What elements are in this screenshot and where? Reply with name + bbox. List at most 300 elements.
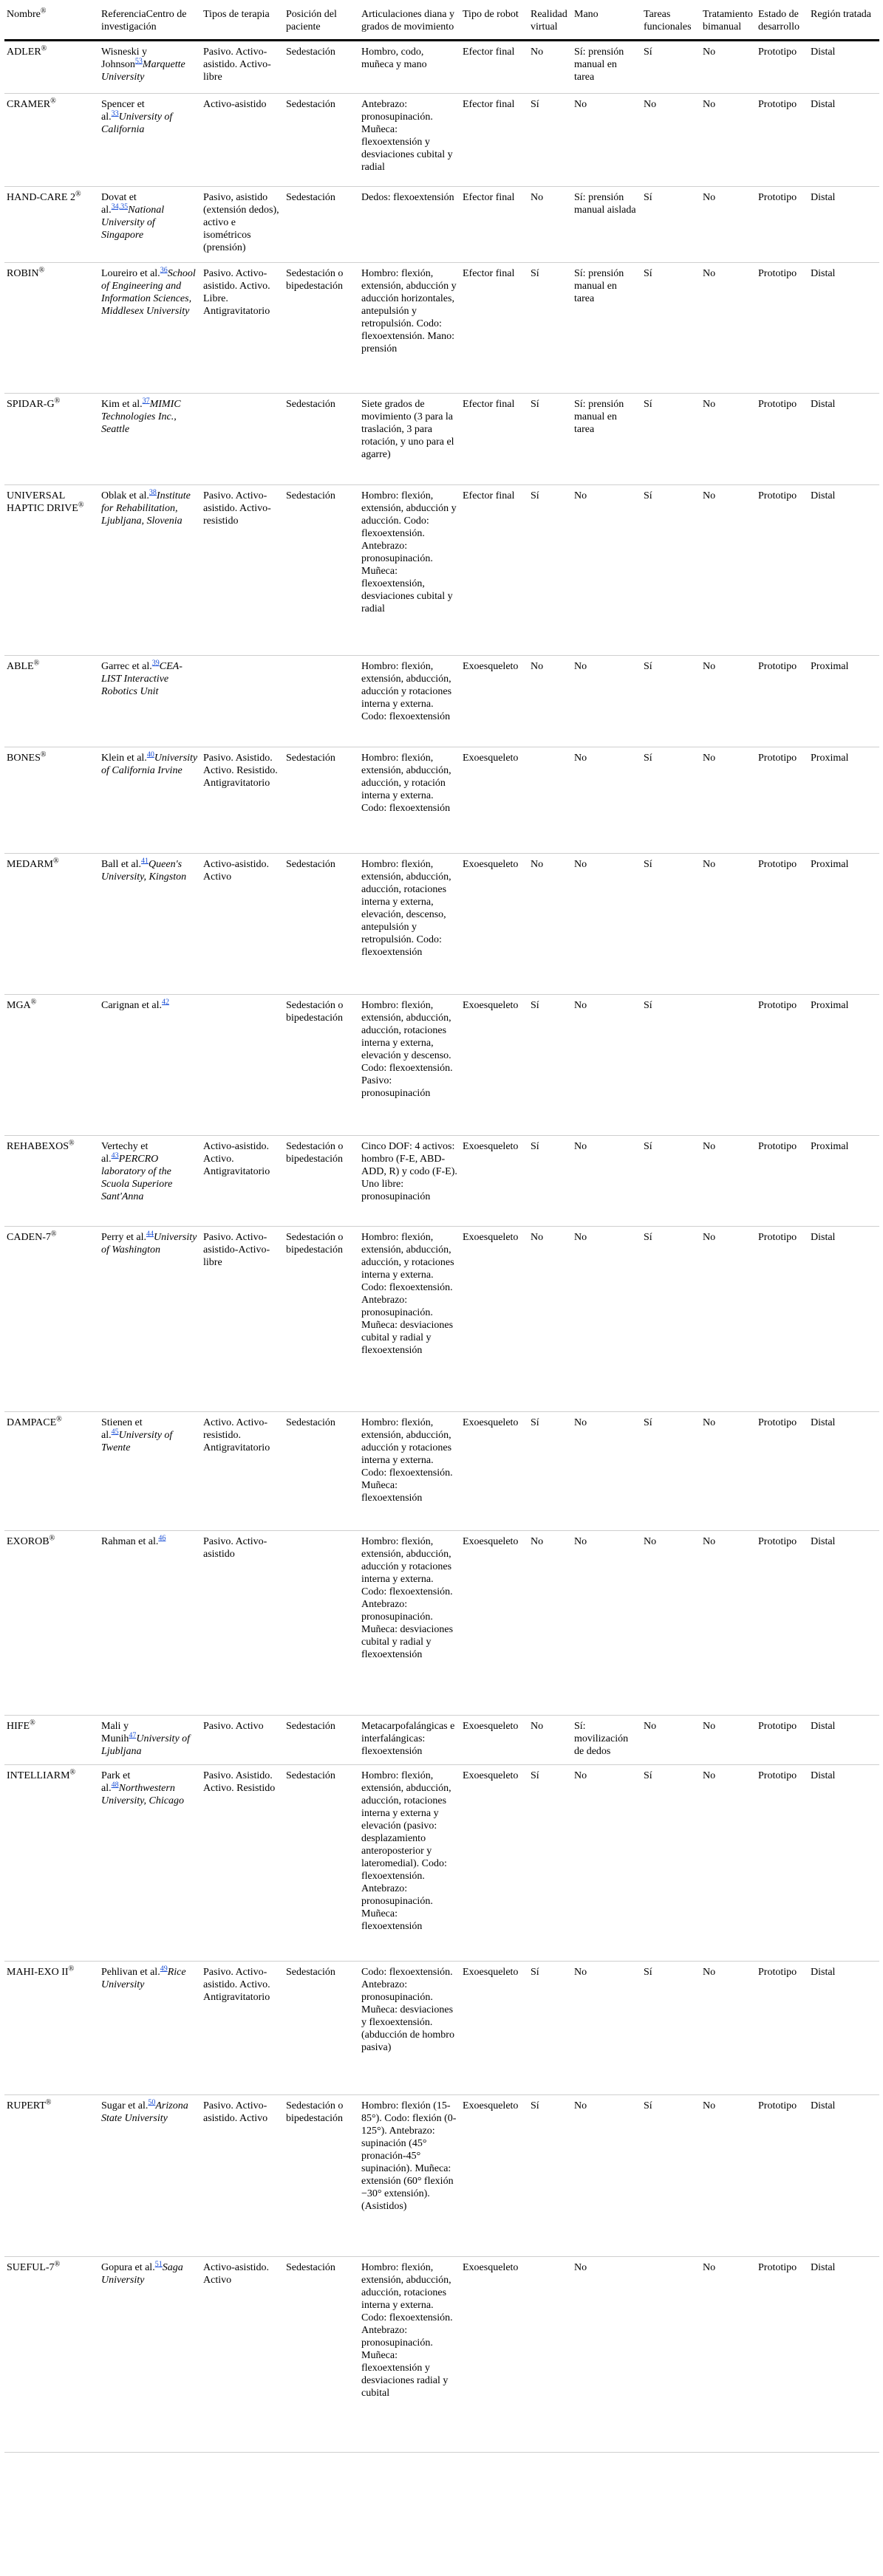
cell-bimanual: No	[700, 747, 756, 854]
cell-functional-tasks: Sí	[641, 263, 700, 394]
research-center: National University of Singapore	[101, 205, 165, 241]
research-center: MIMIC Technologies Inc., Seattle	[101, 399, 181, 435]
header-realidad-virtual: Realidad virtual	[528, 5, 572, 41]
research-center: PERCRO laboratory of the Scuola Superiore Sant'Anna	[101, 1154, 173, 1202]
cell-functional-tasks: Sí	[641, 747, 700, 854]
cell-therapy: Pasivo. Activo-asistido. Activo. Libre. Antigravitatorio	[201, 263, 284, 394]
cell-hand: Sí: prensión manual en tarea	[572, 263, 641, 394]
cell-hand: Sí: movilización de dedos	[572, 1716, 641, 1765]
cell-joints: Dedos: flexoextensión	[359, 187, 460, 263]
cell-functional-tasks: Sí	[641, 41, 700, 94]
cell-robot-type: Efector final	[460, 263, 528, 394]
cell-robot-type: Efector final	[460, 187, 528, 263]
cell-name: EXOROB®	[4, 1531, 99, 1716]
cell-reference-center	[99, 394, 201, 485]
cell-bimanual: No	[700, 656, 756, 747]
reference-link[interactable]: 36	[160, 266, 168, 275]
cell-development-state: Prototipo	[756, 1765, 808, 1962]
cell-joints: Antebrazo: pronosupinación. Muñeca: flexoextensión y desviaciones cubital y radial	[359, 94, 460, 187]
cell-position: Sedestación	[284, 1412, 359, 1531]
cell-functional-tasks: Sí	[641, 854, 700, 995]
cell-joints: Siete grados de movimiento (3 para la traslación, 3 para rotación, y uno para el agarre)	[359, 394, 460, 485]
cell-position: Sedestación	[284, 1962, 359, 2095]
cell-development-state: Prototipo	[756, 747, 808, 854]
cell-functional-tasks: Sí	[641, 995, 700, 1136]
cell-virtual-reality: No	[528, 656, 572, 747]
cell-name: DAMPACE®	[4, 1412, 99, 1531]
reference-authors: Park et al.	[101, 1770, 131, 1794]
cell-virtual-reality: Sí	[528, 995, 572, 1136]
cell-robot-type: Exoesqueleto	[460, 747, 528, 854]
cell-name: CADEN-7®	[4, 1227, 99, 1412]
cell-hand: No	[572, 1962, 641, 2095]
cell-reference-center	[99, 485, 201, 656]
reference-authors: Spencer et al.	[101, 99, 145, 123]
cell-functional-tasks: No	[641, 1716, 700, 1765]
research-center: University of Washington	[101, 1232, 197, 1256]
reference-authors: Pehlivan et al.	[101, 1967, 160, 1978]
cell-bimanual: No	[700, 1716, 756, 1765]
cell-bimanual: No	[700, 187, 756, 263]
reference-link[interactable]: 38	[149, 488, 157, 497]
header-referencia-centro: ReferenciaCentro de investigación	[99, 5, 201, 41]
cell-development-state: Prototipo	[756, 1531, 808, 1716]
cell-therapy: Activo-asistido. Activo	[201, 854, 284, 995]
cell-name: ADLER®	[4, 41, 99, 94]
reference-link[interactable]: 33	[111, 109, 119, 118]
cell-region: Distal	[808, 263, 879, 394]
cell-hand: No	[572, 2257, 641, 2453]
reference-link[interactable]: 43	[111, 1151, 119, 1160]
table-header-row	[4, 5, 879, 41]
research-center: Rice University	[101, 1967, 186, 1990]
cell-joints: Hombro: flexión, extensión, abducción, aducción y rotaciones interna y externa. Codo: flexoextensión	[359, 656, 460, 747]
cell-therapy	[201, 995, 284, 1136]
cell-functional-tasks: Sí	[641, 2095, 700, 2257]
cell-reference-center	[99, 1765, 201, 1962]
cell-functional-tasks: Sí	[641, 394, 700, 485]
reference-authors: Carignan et al.	[101, 1000, 163, 1011]
cell-reference-center	[99, 94, 201, 187]
cell-therapy: Pasivo. Activo-asistido-Activo-libre	[201, 1227, 284, 1412]
reference-authors: Klein et al.	[101, 753, 147, 764]
cell-virtual-reality	[528, 747, 572, 854]
cell-position: Sedestación	[284, 2257, 359, 2453]
reference-link[interactable]: 42	[162, 998, 170, 1007]
cell-joints: Hombro, codo, muñeca y mano	[359, 41, 460, 94]
header-mano: Mano	[572, 5, 641, 41]
cell-therapy: Pasivo. Activo-asistido. Activo. Antigravitatorio	[201, 1962, 284, 2095]
table-row	[4, 2257, 879, 2453]
cell-virtual-reality: Sí	[528, 1962, 572, 2095]
research-center: Marquette University	[101, 59, 185, 83]
cell-functional-tasks: Sí	[641, 1962, 700, 2095]
cell-reference-center	[99, 1412, 201, 1531]
cell-robot-type: Exoesqueleto	[460, 2095, 528, 2257]
cell-therapy	[201, 656, 284, 747]
reference-link[interactable]: 48	[111, 1781, 119, 1789]
cell-position: Sedestación o bipedestación	[284, 1136, 359, 1227]
table-row	[4, 94, 879, 187]
table-row	[4, 656, 879, 747]
research-center: University of Ljubljana	[101, 1733, 191, 1757]
cell-therapy: Pasivo. Activo	[201, 1716, 284, 1765]
cell-virtual-reality: No	[528, 41, 572, 94]
cell-reference-center	[99, 995, 201, 1136]
cell-robot-type: Exoesqueleto	[460, 1136, 528, 1227]
cell-robot-type: Efector final	[460, 41, 528, 94]
cell-robot-type: Exoesqueleto	[460, 995, 528, 1136]
reference-link[interactable]: 46	[158, 1534, 166, 1543]
reference-authors: Dovat et al.	[101, 192, 137, 216]
cell-robot-type: Exoesqueleto	[460, 1531, 528, 1716]
cell-reference-center	[99, 2257, 201, 2453]
cell-hand: No	[572, 656, 641, 747]
reference-link[interactable]: 53	[134, 57, 143, 66]
table-row	[4, 1716, 879, 1765]
cell-joints: Cinco DOF: 4 activos: hombro (F-E, ABD-ADD, R) y codo (F-E). Uno libre: pronosupinación	[359, 1136, 460, 1227]
reference-link[interactable]: 50	[148, 2098, 156, 2107]
table-row	[4, 394, 879, 485]
reference-link[interactable]: 51	[154, 2260, 163, 2269]
cell-bimanual: No	[700, 2095, 756, 2257]
cell-development-state: Prototipo	[756, 2095, 808, 2257]
cell-bimanual: No	[700, 1227, 756, 1412]
cell-position	[284, 1531, 359, 1716]
cell-bimanual: No	[700, 394, 756, 485]
cell-bimanual: No	[700, 1765, 756, 1962]
cell-position: Sedestación	[284, 1716, 359, 1765]
cell-hand: No	[572, 1227, 641, 1412]
cell-robot-type: Exoesqueleto	[460, 1412, 528, 1531]
cell-therapy	[201, 394, 284, 485]
cell-region: Distal	[808, 394, 879, 485]
cell-functional-tasks: Sí	[641, 1765, 700, 1962]
cell-name: UNIVERSAL HAPTIC DRIVE®	[4, 485, 99, 656]
cell-position: Sedestación	[284, 485, 359, 656]
cell-functional-tasks: Sí	[641, 1227, 700, 1412]
cell-position: Sedestación	[284, 1765, 359, 1962]
cell-robot-type: Exoesqueleto	[460, 1962, 528, 2095]
cell-region: Proximal	[808, 656, 879, 747]
cell-name: HAND-CARE 2®	[4, 187, 99, 263]
cell-hand: No	[572, 1531, 641, 1716]
cell-development-state: Prototipo	[756, 1412, 808, 1531]
reference-authors: Oblak et al.	[101, 490, 149, 501]
cell-hand: No	[572, 1765, 641, 1962]
cell-name: SUEFUL-7®	[4, 2257, 99, 2453]
cell-region: Distal	[808, 187, 879, 263]
reference-link[interactable]: 47	[129, 1731, 137, 1740]
cell-reference-center	[99, 187, 201, 263]
cell-hand: No	[572, 2095, 641, 2257]
cell-name: CRAMER®	[4, 94, 99, 187]
header-tipos-terapia: Tipos de terapia	[201, 5, 284, 41]
table-row	[4, 2095, 879, 2257]
research-center: CEA-LIST Interactive Robotics Unit	[101, 661, 183, 697]
cell-position: Sedestación o bipedestación	[284, 1227, 359, 1412]
cell-development-state: Prototipo	[756, 485, 808, 656]
cell-joints: Hombro: flexión, extensión, abducción, aducción, rotaciones interna y externa. Codo: flexoextensión. Antebrazo: pronosupinación. Muñeca: flexoextensión y desviaciones radial y cubital	[359, 2257, 460, 2453]
header-posicion: Posición del paciente	[284, 5, 359, 41]
header-nombre: Nombre®	[4, 5, 99, 41]
cell-virtual-reality: No	[528, 854, 572, 995]
cell-name: MGA®	[4, 995, 99, 1136]
cell-hand: No	[572, 1136, 641, 1227]
cell-joints: Hombro: flexión, extensión, abducción, aducción y rotaciones interna y externa. Codo: flexoextensión. Antebrazo: pronosupinación. Muñeca: desviaciones cubital y radial y flexoextensión	[359, 1531, 460, 1716]
cell-hand: Sí: prensión manual aislada	[572, 187, 641, 263]
cell-hand: Sí: prensión manual en tarea	[572, 41, 641, 94]
cell-joints: Hombro: flexión, extensión, abducción, aducción, rotaciones interna y externa, elevación, descenso, antepulsión y retropulsión. Codo: flexoextensión	[359, 854, 460, 995]
cell-robot-type: Exoesqueleto	[460, 1765, 528, 1962]
cell-name: ABLE®	[4, 656, 99, 747]
cell-bimanual: No	[700, 1531, 756, 1716]
cell-position	[284, 656, 359, 747]
cell-position: Sedestación	[284, 854, 359, 995]
cell-region: Distal	[808, 1716, 879, 1765]
robots-table-container	[4, 5, 879, 2453]
cell-development-state: Prototipo	[756, 1962, 808, 2095]
reference-link[interactable]: 45	[111, 1428, 119, 1436]
cell-bimanual: No	[700, 1962, 756, 2095]
table-row	[4, 41, 879, 94]
table-row	[4, 1531, 879, 1716]
cell-therapy: Pasivo. Activo-asistido. Activo-libre	[201, 41, 284, 94]
cell-robot-type: Efector final	[460, 94, 528, 187]
table-row	[4, 485, 879, 656]
cell-functional-tasks: Sí	[641, 1136, 700, 1227]
reference-authors: Wisneski y Johnson	[101, 47, 148, 70]
cell-region: Distal	[808, 41, 879, 94]
cell-virtual-reality: Sí	[528, 394, 572, 485]
research-center: Queen's University, Kingston	[101, 859, 187, 883]
research-center: Northwestern University, Chicago	[101, 1783, 184, 1806]
cell-joints: Hombro: flexión, extensión, abducción, aducción, rotaciones interna y externa y elevación (pasivo: desplazamiento anteroposterior y lateromedial). Codo: flexoextensión. Antebrazo: pronosupinación. Muñeca: flexoextensión	[359, 1765, 460, 1962]
robots-table	[4, 5, 879, 2453]
cell-reference-center	[99, 2095, 201, 2257]
cell-virtual-reality: No	[528, 1227, 572, 1412]
table-row	[4, 854, 879, 995]
cell-robot-type: Exoesqueleto	[460, 656, 528, 747]
cell-therapy: Activo-asistido. Activo	[201, 2257, 284, 2453]
cell-virtual-reality: No	[528, 187, 572, 263]
research-center: School of Engineering and Information Sciences, Middlesex University	[101, 268, 196, 317]
cell-virtual-reality: Sí	[528, 263, 572, 394]
cell-virtual-reality: Sí	[528, 1412, 572, 1531]
header-estado: Estado de desarrollo	[756, 5, 808, 41]
cell-joints: Hombro: flexión, extensión, abducción y aducción. Codo: flexoextensión. Antebrazo: pronosupinación. Muñeca: flexoextensión, desviaciones cubital y radial	[359, 485, 460, 656]
cell-development-state: Prototipo	[756, 94, 808, 187]
cell-virtual-reality	[528, 2257, 572, 2453]
cell-bimanual: No	[700, 2257, 756, 2453]
reference-authors: Vertechy et al.	[101, 1141, 149, 1165]
cell-functional-tasks	[641, 2257, 700, 2453]
cell-functional-tasks: Sí	[641, 187, 700, 263]
cell-joints: Hombro: flexión, extensión, abducción, aducción, y rotaciones interna y externa. Codo: flexoextensión. Antebrazo: pronosupinación. Muñeca: desviaciones cubital y radial y flexoextensión	[359, 1227, 460, 1412]
cell-functional-tasks: Sí	[641, 656, 700, 747]
table-row	[4, 995, 879, 1136]
cell-position: Sedestación o bipedestación	[284, 263, 359, 394]
cell-bimanual: No	[700, 854, 756, 995]
cell-development-state: Prototipo	[756, 995, 808, 1136]
cell-joints: Codo: flexoextensión. Antebrazo: pronosupinación. Muñeca: desviaciones y flexoextensión. (abducción de hombro pasiva)	[359, 1962, 460, 2095]
cell-development-state: Prototipo	[756, 41, 808, 94]
reference-authors: Kim et al.	[101, 399, 143, 410]
cell-position: Sedestación	[284, 394, 359, 485]
cell-reference-center	[99, 1716, 201, 1765]
cell-bimanual: No	[700, 1136, 756, 1227]
header-articulaciones: Articulaciones diana y grados de movimiento	[359, 5, 460, 41]
cell-joints: Hombro: flexión (15-85°). Codo: flexión (0-125°). Antebrazo: supinación (45° pronación-45° supinación). Muñeca: extensión (60° flexión −30° extensión). (Asistidos)	[359, 2095, 460, 2257]
cell-hand: Sí: prensión manual en tarea	[572, 394, 641, 485]
cell-region: Distal	[808, 1962, 879, 2095]
cell-development-state: Prototipo	[756, 394, 808, 485]
reference-authors: Perry et al.	[101, 1232, 147, 1243]
cell-bimanual: No	[700, 41, 756, 94]
cell-name: SPIDAR-G®	[4, 394, 99, 485]
cell-development-state: Prototipo	[756, 1136, 808, 1227]
cell-bimanual	[700, 995, 756, 1136]
reference-authors: Rahman et al.	[101, 1536, 159, 1547]
cell-virtual-reality: Sí	[528, 2095, 572, 2257]
cell-hand: No	[572, 747, 641, 854]
cell-bimanual: No	[700, 485, 756, 656]
cell-development-state: Prototipo	[756, 656, 808, 747]
cell-name: ROBIN®	[4, 263, 99, 394]
cell-virtual-reality: Sí	[528, 485, 572, 656]
table-row	[4, 1136, 879, 1227]
cell-virtual-reality: Sí	[528, 1765, 572, 1962]
cell-name: INTELLIARM®	[4, 1765, 99, 1962]
cell-region: Distal	[808, 485, 879, 656]
cell-reference-center	[99, 41, 201, 94]
cell-reference-center	[99, 1136, 201, 1227]
cell-robot-type: Exoesqueleto	[460, 1227, 528, 1412]
reference-link[interactable]: 49	[160, 1964, 168, 1973]
cell-robot-type: Exoesqueleto	[460, 854, 528, 995]
cell-bimanual: No	[700, 1412, 756, 1531]
cell-region: Proximal	[808, 995, 879, 1136]
cell-position: Sedestación o bipedestación	[284, 995, 359, 1136]
cell-therapy: Pasivo. Activo-asistido. Activo-resistido	[201, 485, 284, 656]
header-tareas: Tareas funcionales	[641, 5, 700, 41]
reference-link[interactable]: 44	[146, 1230, 154, 1239]
cell-name: BONES®	[4, 747, 99, 854]
cell-therapy: Activo-asistido. Activo. Antigravitatorio	[201, 1136, 284, 1227]
cell-name: MEDARM®	[4, 854, 99, 995]
cell-virtual-reality: No	[528, 1531, 572, 1716]
reference-link[interactable]: 40	[146, 750, 154, 759]
research-center: Arizona State University	[101, 2100, 188, 2124]
header-region: Región tratada	[808, 5, 879, 41]
cell-therapy: Pasivo. Asistido. Activo. Resistido	[201, 1765, 284, 1962]
cell-joints: Metacarpofalángicas e interfalángicas: flexoextensión	[359, 1716, 460, 1765]
cell-reference-center	[99, 747, 201, 854]
cell-position: Sedestación	[284, 747, 359, 854]
cell-therapy: Pasivo. Activo-asistido. Activo	[201, 2095, 284, 2257]
table-row	[4, 187, 879, 263]
research-center: Saga University	[101, 2262, 183, 2286]
research-center: University of California	[101, 112, 173, 135]
header-tipo-robot: Tipo de robot	[460, 5, 528, 41]
cell-therapy: Pasivo. Asistido. Activo. Resistido. Antigravitatorio	[201, 747, 284, 854]
reference-link[interactable]: 41	[141, 857, 149, 866]
cell-joints: Hombro: flexión, extensión, abducción y aducción horizontales, antepulsión y retropulsión. Codo: flexoextensión. Mano: prensión	[359, 263, 460, 394]
header-bimanual: Tratamiento bimanual	[700, 5, 756, 41]
cell-joints: Hombro: flexión, extensión, abducción, aducción, rotaciones interna y externa, elevación y descenso. Codo: flexoextensión. Pasivo: pronosupinación	[359, 995, 460, 1136]
cell-region: Distal	[808, 1531, 879, 1716]
cell-therapy: Activo. Activo-resistido. Antigravitatorio	[201, 1412, 284, 1531]
reference-authors: Sugar et al.	[101, 2100, 149, 2111]
cell-development-state: Prototipo	[756, 263, 808, 394]
reference-authors: Stienen et al.	[101, 1417, 143, 1441]
research-center: University of Twente	[101, 1430, 173, 1453]
cell-development-state: Prototipo	[756, 1716, 808, 1765]
cell-reference-center	[99, 1531, 201, 1716]
reference-link[interactable]: 39	[151, 659, 160, 668]
reference-authors: Ball et al.	[101, 859, 142, 870]
cell-position: Sedestación	[284, 41, 359, 94]
cell-region: Distal	[808, 1227, 879, 1412]
cell-robot-type: Exoesqueleto	[460, 2257, 528, 2453]
cell-virtual-reality: Sí	[528, 1136, 572, 1227]
cell-virtual-reality: Sí	[528, 94, 572, 187]
cell-region: Proximal	[808, 747, 879, 854]
reference-authors: Loureiro et al.	[101, 268, 160, 279]
cell-joints: Hombro: flexión, extensión, abducción, aducción y rotaciones interna y externa. Codo: flexoextensión. Muñeca: flexoextensión	[359, 1412, 460, 1531]
table-row	[4, 1412, 879, 1531]
cell-joints: Hombro: flexión, extensión, abducción, aducción, y rotación interna y externa. Codo: flexoextensión	[359, 747, 460, 854]
cell-development-state: Prototipo	[756, 1227, 808, 1412]
cell-reference-center	[99, 656, 201, 747]
cell-name: HIFE®	[4, 1716, 99, 1765]
cell-position: Sedestación	[284, 187, 359, 263]
cell-bimanual: No	[700, 94, 756, 187]
cell-robot-type: Efector final	[460, 394, 528, 485]
cell-reference-center	[99, 1962, 201, 2095]
cell-functional-tasks: Sí	[641, 485, 700, 656]
table-row	[4, 1962, 879, 2095]
table-row	[4, 1765, 879, 1962]
table-row	[4, 1227, 879, 1412]
cell-region: Distal	[808, 2257, 879, 2453]
reference-authors: Gopura et al.	[101, 2262, 155, 2273]
reference-link[interactable]: 37	[142, 397, 150, 405]
cell-virtual-reality: No	[528, 1716, 572, 1765]
cell-region: Distal	[808, 1412, 879, 1531]
reference-link[interactable]: 34,35	[111, 202, 129, 211]
table-row	[4, 747, 879, 854]
cell-robot-type: Exoesqueleto	[460, 1716, 528, 1765]
cell-region: Distal	[808, 1765, 879, 1962]
cell-reference-center	[99, 854, 201, 995]
cell-development-state: Prototipo	[756, 187, 808, 263]
cell-hand: No	[572, 94, 641, 187]
cell-region: Proximal	[808, 854, 879, 995]
cell-region: Distal	[808, 94, 879, 187]
cell-hand: No	[572, 1412, 641, 1531]
cell-robot-type: Efector final	[460, 485, 528, 656]
cell-position: Sedestación	[284, 94, 359, 187]
cell-reference-center	[99, 263, 201, 394]
cell-functional-tasks: No	[641, 1531, 700, 1716]
research-center: Institute for Rehabilitation, Ljubljana, Slovenia	[101, 490, 191, 527]
table-row	[4, 263, 879, 394]
cell-functional-tasks: Sí	[641, 1412, 700, 1531]
cell-reference-center	[99, 1227, 201, 1412]
cell-name: RUPERT®	[4, 2095, 99, 2257]
cell-hand: No	[572, 485, 641, 656]
